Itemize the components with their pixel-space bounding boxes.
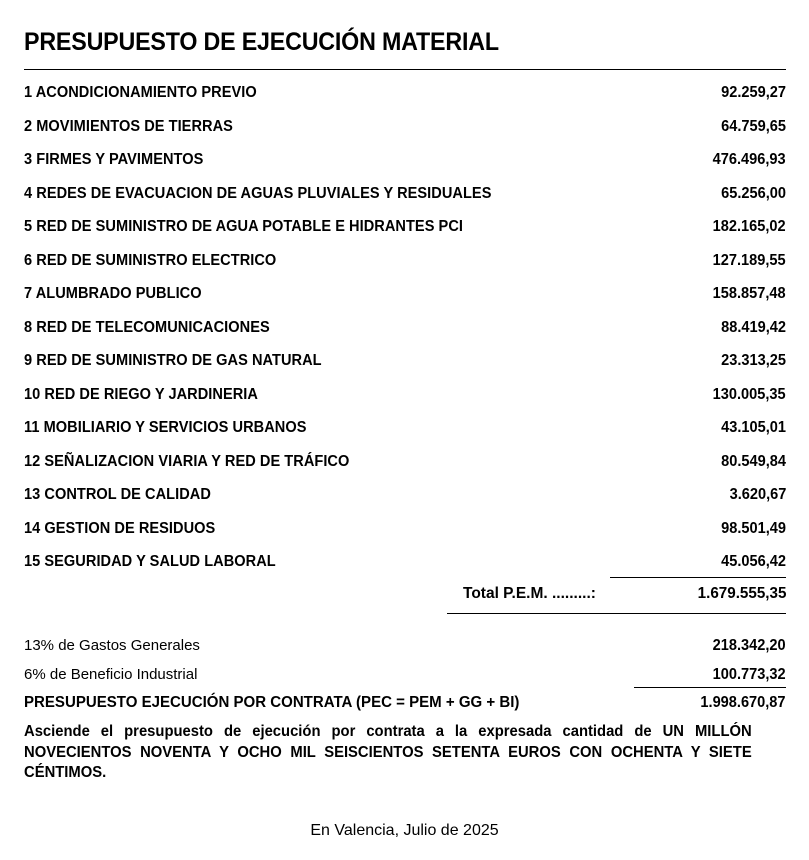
pem-total-top-divider: [610, 577, 786, 578]
chapter-name: 10 RED DE RIEGO Y JARDINERIA: [24, 385, 258, 403]
page-title: PRESUPUESTO DE EJECUCIÓN MATERIAL: [24, 28, 499, 56]
chapter-amount: 3.620,67: [729, 486, 786, 503]
gastos-generales-amount: 218.342,20: [713, 637, 786, 654]
table-row: [24, 478, 786, 512]
chapter-name: 13 CONTROL DE CALIDAD: [24, 486, 211, 503]
chapter-amount: 64.759,65: [721, 117, 786, 135]
table-row: [24, 344, 786, 378]
table-row: [24, 311, 786, 345]
gastos-generales-row: [24, 636, 786, 656]
chapter-amount: 92.259,27: [721, 84, 786, 101]
chapter-name: 6 RED DE SUMINISTRO ELECTRICO: [24, 251, 277, 269]
table-row: [24, 445, 786, 479]
pem-total-bottom-divider: [447, 613, 786, 614]
chapter-name: 5 RED DE SUMINISTRO DE AGUA POTABLE E HIDRANTES PCI: [24, 218, 463, 235]
chapter-name: 2 MOVIMIENTOS DE TIERRAS: [24, 117, 233, 135]
table-row: [24, 378, 786, 412]
beneficio-industrial-row: [24, 665, 786, 685]
table-row: [24, 277, 786, 311]
chapter-name: 8 RED DE TELECOMUNICACIONES: [24, 318, 270, 336]
chapter-name: 12 SEÑALIZACION VIARIA Y RED DE TRÁFICO: [24, 452, 350, 470]
table-row: [24, 512, 786, 546]
table-row: [24, 244, 786, 278]
chapter-amount: 158.857,48: [713, 285, 786, 302]
chapter-name: 14 GESTION DE RESIDUOS: [24, 519, 216, 537]
chapter-amount: 65.256,00: [721, 184, 786, 202]
pem-total-label: Total P.E.M. .........:: [463, 585, 596, 602]
chapter-amount: 182.165,02: [713, 218, 786, 235]
pec-total-row: [24, 693, 786, 713]
chapter-name: 7 ALUMBRADO PUBLICO: [24, 285, 202, 302]
chapter-amount: 130.005,35: [713, 385, 786, 403]
pec-total-amount: 1.998.670,87: [700, 694, 786, 711]
gastos-generales-label: 13% de Gastos Generales: [24, 637, 200, 654]
chapter-amount: 80.549,84: [721, 452, 786, 470]
chapter-amount: 98.501,49: [721, 519, 786, 537]
chapter-name: 15 SEGURIDAD Y SALUD LABORAL: [24, 553, 276, 570]
chapter-name: 1 ACONDICIONAMIENTO PREVIO: [24, 84, 257, 101]
chapter-amount: 23.313,25: [721, 352, 786, 369]
table-row: [24, 411, 786, 445]
chapter-amount: 476.496,93: [713, 151, 786, 168]
chapter-name: 3 FIRMES Y PAVIMENTOS: [24, 151, 204, 168]
pec-total-divider: [634, 687, 786, 688]
chapter-amount: 43.105,01: [721, 419, 786, 436]
pem-total-amount: 1.679.555,35: [697, 585, 786, 602]
chapter-name: 9 RED DE SUMINISTRO DE GAS NATURAL: [24, 352, 322, 369]
chapter-name: 11 MOBILIARIO Y SERVICIOS URBANOS: [24, 419, 307, 436]
table-row: [24, 545, 786, 579]
chapter-name: 4 REDES DE EVACUACION DE AGUAS PLUVIALES Y RESIDUALES: [24, 184, 492, 202]
place-and-date: En Valencia, Julio de 2025: [310, 822, 499, 839]
chapter-amount: 127.189,55: [713, 251, 786, 269]
beneficio-industrial-amount: 100.773,32: [713, 666, 786, 683]
table-row: [24, 110, 786, 144]
header-divider: [24, 69, 786, 70]
amount-in-words-paragraph: Asciende el presupuesto de ejecución por contrata a la expresada cantidad de UN MILLÓN NOVECIENTOS NOVENTA Y OCHO MIL SEISCIENTOS SETENTA EUROS CON OCHENTA Y SIETE CÉNTIMOS.: [24, 723, 752, 781]
chapter-table: [24, 76, 786, 579]
chapter-amount: 45.056,42: [721, 553, 786, 570]
table-row: [24, 76, 786, 110]
pec-total-label: PRESUPUESTO EJECUCIÓN POR CONTRATA (PEC = PEM + GG + BI): [24, 694, 520, 711]
beneficio-industrial-label: 6% de Beneficio Industrial: [24, 666, 198, 683]
chapter-amount: 88.419,42: [721, 318, 786, 336]
table-row: [24, 177, 786, 211]
table-row: [24, 210, 786, 244]
table-row: [24, 143, 786, 177]
